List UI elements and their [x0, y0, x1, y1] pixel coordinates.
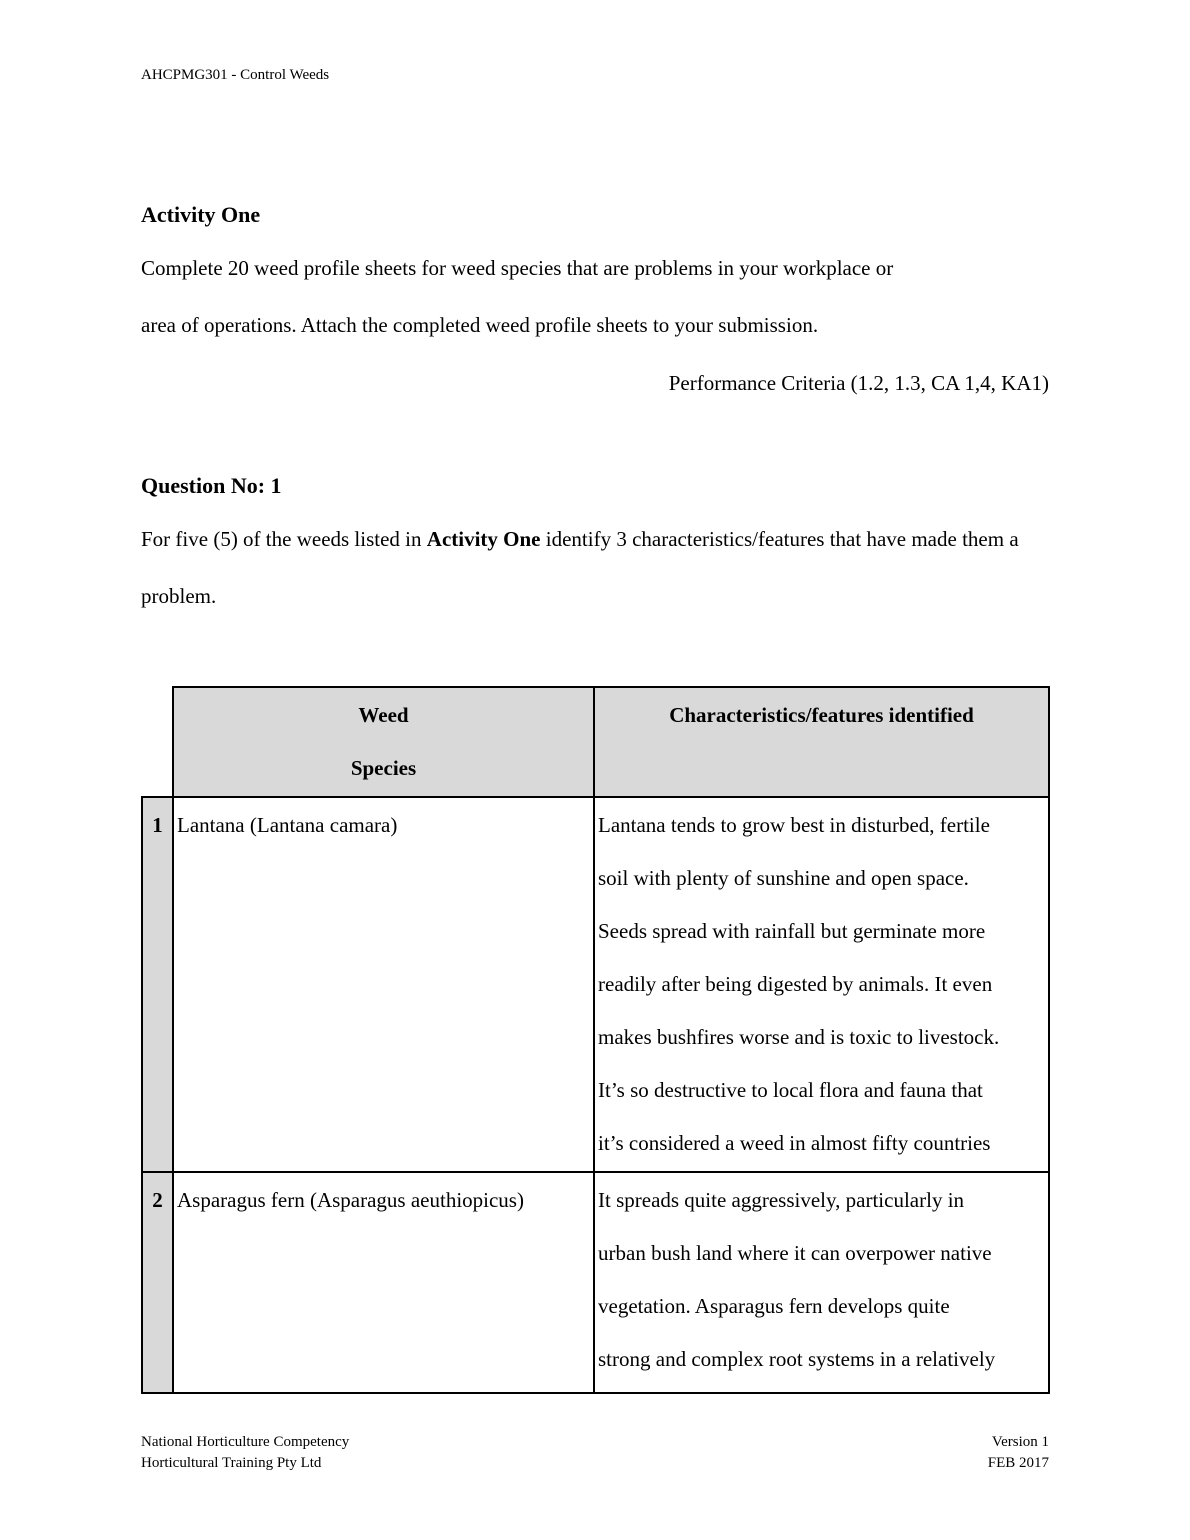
- table-row: [142, 1172, 1049, 1393]
- performance-criteria-text: Performance Criteria (1.2, 1.3, CA 1,4, KA1): [668, 371, 1049, 395]
- table-header-row: [142, 687, 1049, 797]
- weed-characteristics-table: [141, 686, 1050, 1394]
- question-no-1-heading: Question No: 1: [141, 473, 282, 498]
- weed-header-line-2: Species: [350, 756, 417, 780]
- footer-organization-lines: National Horticulture Competency Horticultural Training Pty Ltd: [141, 1434, 350, 1471]
- table-header-spacer-cell: [142, 687, 173, 797]
- question-line-1-prefix: For five (5) of the weeds listed in: [141, 527, 427, 551]
- activity-one-paragraph: Complete 20 weed profile sheets for weed species that are problems in your workplace or area of operations. Attach the completed weed profile sheets to your submission.: [141, 256, 894, 337]
- column-header-weed-species: [173, 687, 594, 797]
- weed-species-cell: Lantana (Lantana camara): [173, 797, 594, 1172]
- activity-one-heading: Activity One: [141, 202, 261, 227]
- characteristics-cell: It spreads quite aggressively, particularly in urban bush land where it can overpower native vegetation. Asparagus fern develops quite strong and complex root systems in a relatively: [594, 1172, 1049, 1393]
- row-number-cell: 1: [142, 797, 173, 1172]
- page-footer: [141, 1432, 1049, 1474]
- row-number-cell: 2: [142, 1172, 173, 1393]
- question-line-1-suffix: identify 3 characteristics/features that have made them a: [540, 527, 1019, 551]
- question-line-1: [141, 511, 1121, 568]
- question-paragraph: [141, 511, 1121, 625]
- activity-one-reference: Activity One: [426, 527, 541, 551]
- document-header-title: AHCPMG301 - Control Weeds: [141, 67, 330, 83]
- question-line-2: problem.: [141, 584, 217, 608]
- table-row: [142, 797, 1049, 1172]
- weed-header-line-1: Weed: [358, 703, 409, 727]
- footer-version-lines: Version 1 FEB 2017: [987, 1434, 1049, 1471]
- characteristics-cell: Lantana tends to grow best in disturbed, fertile soil with plenty of sunshine and open space. Seeds spread with rainfall but germinate more readily after being digested by animals. It even makes bushfires worse and is toxic to livestock. It’s so destructive to local flora and fauna that it’s considered a weed in almost fifty countries: [594, 797, 1049, 1172]
- column-header-characteristics: Characteristics/features identified: [594, 687, 1049, 797]
- weed-species-cell: Asparagus fern (Asparagus aeuthiopicus): [173, 1172, 594, 1393]
